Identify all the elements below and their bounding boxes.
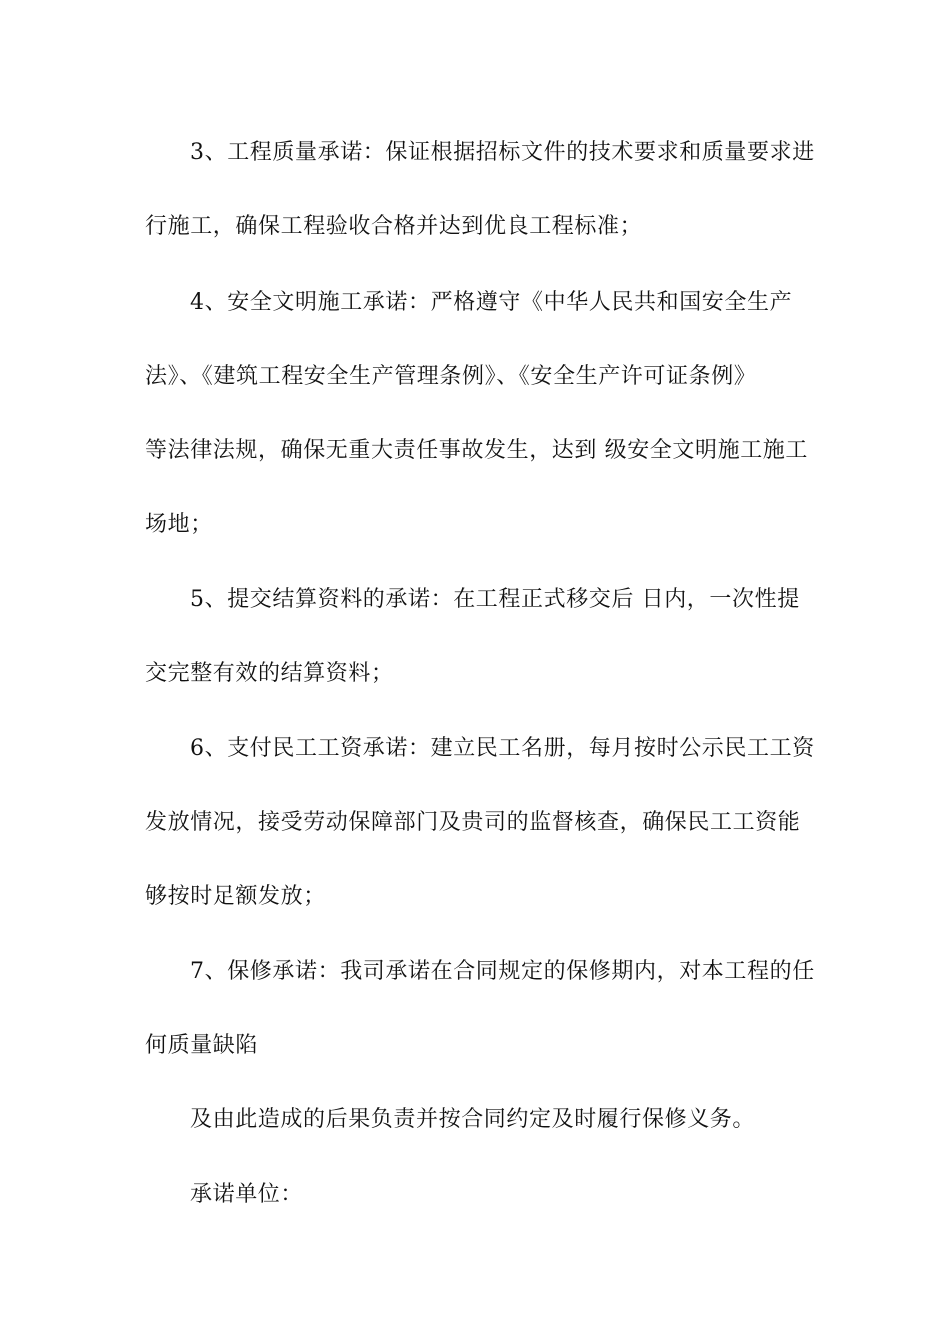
clause-7-line-3: 及由此造成的后果负责并按合同约定及时履行保修义务。 xyxy=(190,1107,756,1132)
clause-6-line-1: 6、支付民工工资承诺：建立民工名册，每月按时公示民工工资 xyxy=(190,736,815,761)
clause-6-line-2: 发放情况，接受劳动保障部门及贵司的监督核查，确保民工工资能 xyxy=(145,810,801,835)
signing-unit-label: 承诺单位： xyxy=(190,1182,304,1207)
clause-4-line-2: 法》、《建筑工程安全生产管理条例》、《安全生产许可证条例》 xyxy=(145,364,757,389)
clause-5-line-2: 交完整有效的结算资料； xyxy=(145,661,394,686)
clause-3-line-1: 3、工程质量承诺：保证根据招标文件的技术要求和质量要求进 xyxy=(190,140,815,165)
clause-7-line-1: 7、保修承诺：我司承诺在合同规定的保修期内，对本工程的任 xyxy=(190,959,815,984)
clause-4-line-3: 等法律法规，确保无重大责任事故发生，达到 级安全文明施工施工 xyxy=(145,438,808,463)
clause-3-line-2: 行施工，确保工程验收合格并达到优良工程标准； xyxy=(145,214,643,239)
clause-4-line-4: 场地； xyxy=(145,512,213,537)
clause-6-line-3: 够按时足额发放； xyxy=(145,884,326,909)
clause-7-line-2: 何质量缺陷 xyxy=(145,1033,259,1058)
clause-4-line-1: 4、安全文明施工承诺：严格遵守《中华人民共和国安全生产 xyxy=(190,290,793,315)
clause-5-line-1: 5、提交结算资料的承诺：在工程正式移交后 日内，一次性提 xyxy=(190,587,800,612)
